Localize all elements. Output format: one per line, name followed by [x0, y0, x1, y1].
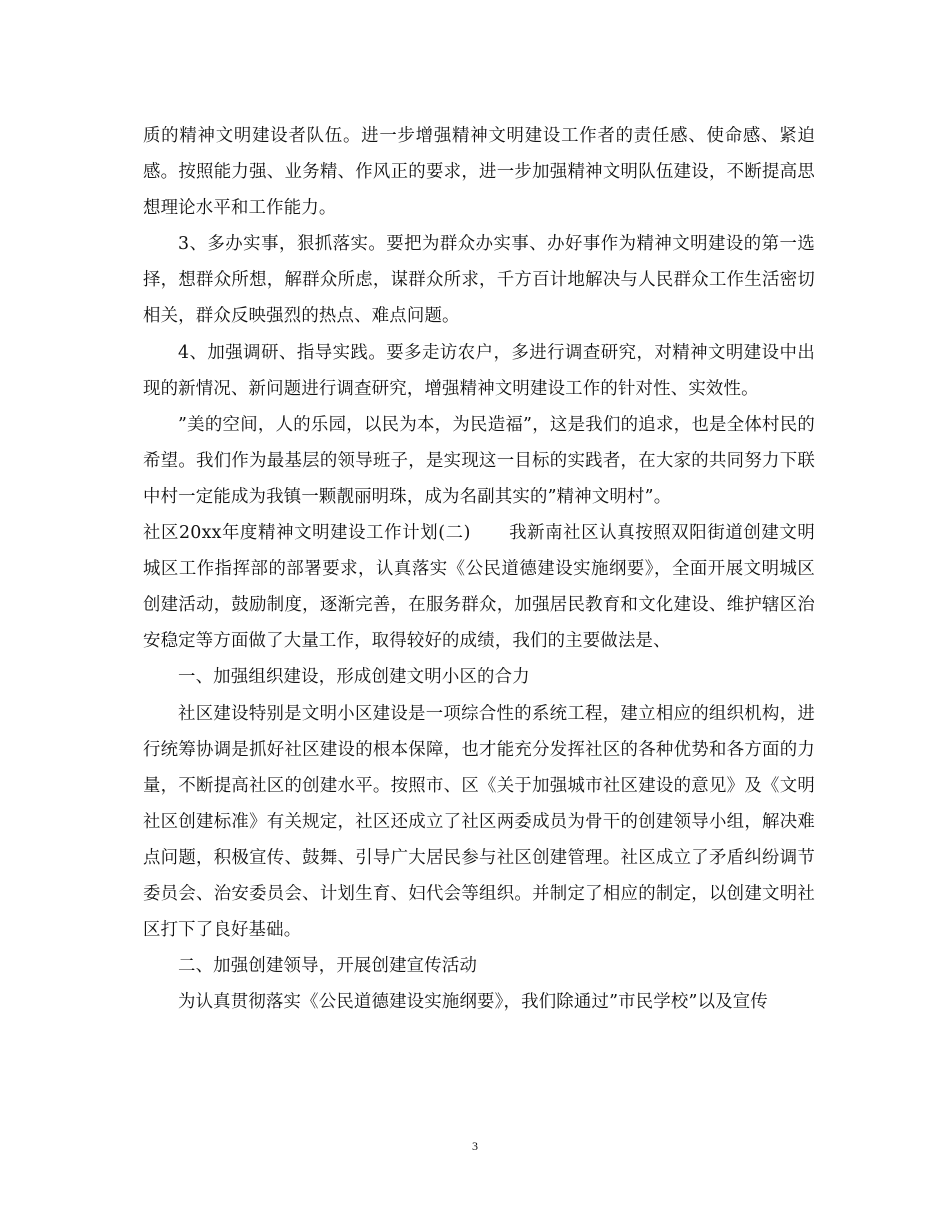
paragraph-moral-construction: 为认真贯彻落实《公民道德建设实施纲要》，我们除通过”市民学校”以及宣传 — [178, 992, 768, 1013]
page-number: 3 — [472, 1139, 478, 1153]
paragraph-team-building: 质的精神文明建设者队伍。进一步增强精神文明建设工作者的责任感、使命感、紧迫感。按照能力强、业务精、作风正的要求，进一步加强精神文明队伍建设，不断提高思想理论水平和工作能力。 — [143, 126, 815, 219]
paragraph-village-vision: ”美的空间，人的乐园，以民为本，为民造福”，这是我们的追求，也是全体村民的希望。我们作为最基层的领导班子，是实现这一目标的实践者，在大家的共同努力下联中村一定能成为我镇一颗靓丽明珠，成为名副其实的”精神文明村”。 — [143, 414, 815, 507]
paragraph-organization-building: 社区建设特别是文明小区建设是一项综合性的系统工程，建立相应的组织机构，进行统筹协调是抓好社区建设的根本保障，也才能充分发挥社区的各种优势和各方面的力量，不断提高社区的创建水平。按照市、区《关于加强城市社区建设的意见》及《文明社区创建标准》有关规定，社区还成立了社区两委成员为骨干的创建领导小组，解决难点问题，积极宣传、鼓舞、引导广大居民参与社区创建管理。社区成立了矛盾纠纷调节委员会、治安委员会、计划生育、妇代会等组织。并制定了相应的制定，以创建文明社区打下了良好基础。 — [143, 703, 815, 941]
heading-creation-leadership: 二、加强创建领导，开展创建宣传活动 — [178, 956, 478, 977]
paragraph-practical-work: 3、多办实事，狠抓落实。要把为群众办实事、办好事作为精神文明建设的第一选择，想群众所想，解群众所虑，谋群众所求，千方百计地解决与人民群众工作生活密切相关，群众反映强烈的热点、难点问题。 — [143, 234, 815, 327]
heading-organization-building: 一、加强组织建设，形成创建文明小区的合力 — [178, 667, 530, 688]
community-plan-body: 我新南社区认真按照双阳街道创建文明城区工作指挥部的部署要求，认真落实《公民道德建设实施纲要》，全面开展文明城区创建活动，鼓励制度，逐渐完善，在服务群众，加强居民教育和文化建设、维护辖区治安稳定等方面做了大量工作，取得较好的成绩，我们的主要做法是、 — [143, 523, 816, 652]
document-body — [143, 118, 815, 1020]
paragraph-community-plan — [143, 515, 815, 659]
paragraph-research-guidance: 4、加强调研、指导实践。要多走访农户，多进行调查研究，对精神文明建设中出现的新情况、新问题进行调查研究，增强精神文明建设工作的针对性、实效性。 — [143, 342, 815, 399]
section-title: 社区20xx年度精神文明建设工作计划(二) — [143, 523, 471, 544]
